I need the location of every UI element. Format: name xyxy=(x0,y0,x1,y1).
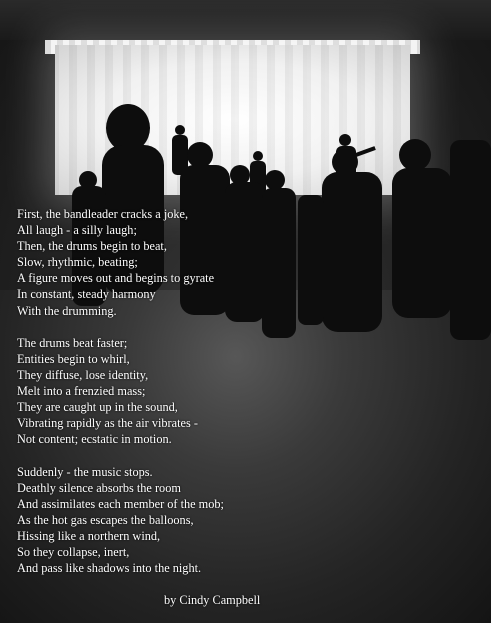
poem-line: Vibrating rapidly as the air vibrates - xyxy=(17,416,198,431)
poem-line: Melt into a frenzied mass; xyxy=(17,384,146,399)
poem-line: Not content; ecstatic in motion. xyxy=(17,432,172,447)
poem-line: Deathly silence absorbs the room xyxy=(17,480,181,495)
poem-line: Suddenly - the music stops. xyxy=(17,464,153,479)
poem-line: In constant, steady harmony xyxy=(17,287,156,302)
stanza-1 xyxy=(17,206,437,319)
poem-line: So they collapse, inert, xyxy=(17,544,130,559)
stanza-3 xyxy=(17,464,437,577)
poem-line: And assimilates each member of the mob; xyxy=(17,496,224,511)
author-byline: by Cindy Campbell xyxy=(164,593,261,607)
performer-left xyxy=(172,125,188,175)
poem-line: As the hot gas escapes the balloons, xyxy=(17,512,194,527)
poem-line: They are caught up in the sound, xyxy=(17,400,178,415)
poem-line: With the drumming. xyxy=(17,303,117,318)
crowd-figure-right-edge xyxy=(450,140,491,340)
poem-line: First, the bandleader cracks a joke, xyxy=(17,207,189,221)
stanza-2 xyxy=(17,335,437,448)
poem-line: Hissing like a northern wind, xyxy=(17,528,161,543)
ceiling xyxy=(0,0,491,40)
poem-line: A figure moves out and begins to gyrate xyxy=(17,271,215,286)
poem-line: Then, the drums begin to beat, xyxy=(17,239,167,254)
poem-line: Entities begin to whirl, xyxy=(17,351,130,366)
poem-line: The drums beat faster; xyxy=(17,335,128,350)
poem-line: And pass like shadows into the night. xyxy=(17,561,202,576)
poem-line: All laugh - a silly laugh; xyxy=(17,223,137,238)
poem xyxy=(17,206,437,592)
poem-line: They diffuse, lose identity, xyxy=(17,367,149,382)
poem-line: Slow, rhythmic, beating; xyxy=(17,255,138,270)
